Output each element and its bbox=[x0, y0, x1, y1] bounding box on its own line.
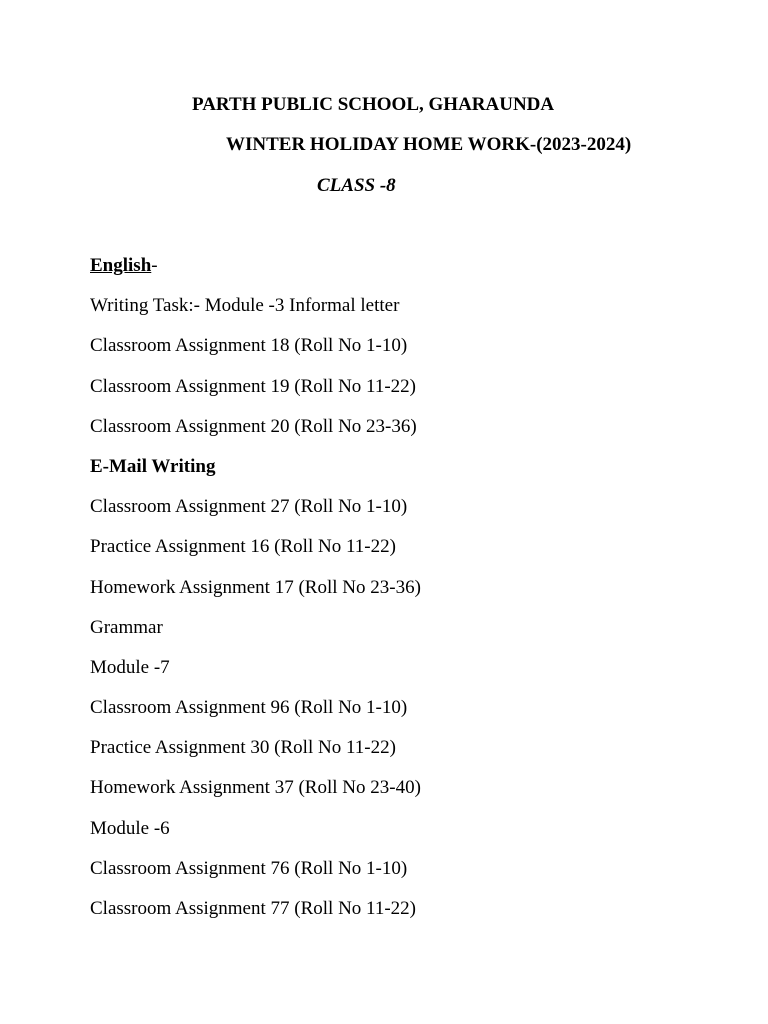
module-6-label: Module -6 bbox=[90, 817, 170, 839]
list-item-assignment: Practice Assignment 30 (Roll No 11-22) bbox=[90, 737, 396, 759]
english-subject-suffix: - bbox=[151, 255, 158, 276]
list-item-assignment: Homework Assignment 37 (Roll No 23-40) bbox=[90, 777, 421, 799]
list-item-assignment: Classroom Assignment 18 (Roll No 1-10) bbox=[90, 335, 408, 357]
module-7-label: Module -7 bbox=[90, 656, 170, 678]
english-section bbox=[90, 255, 730, 938]
school-name-heading: PARTH PUBLIC SCHOOL, GHARAUNDA bbox=[192, 94, 555, 115]
email-writing-subheading: E-Mail Writing bbox=[90, 455, 216, 477]
list-item-assignment: Classroom Assignment 27 (Roll No 1-10) bbox=[90, 496, 408, 518]
list-item-assignment: Classroom Assignment 96 (Roll No 1-10) bbox=[90, 697, 408, 719]
list-item-assignment: Classroom Assignment 19 (Roll No 11-22) bbox=[90, 375, 416, 397]
homework-title-heading: WINTER HOLIDAY HOME WORK-(2023-2024) bbox=[226, 134, 632, 155]
english-subject-label: English bbox=[90, 255, 152, 276]
list-item-assignment: Classroom Assignment 77 (Roll No 11-22) bbox=[90, 898, 416, 919]
list-item-assignment: Classroom Assignment 20 (Roll No 23-36) bbox=[90, 415, 417, 437]
list-item-writing-task: Writing Task:- Module -3 Informal letter bbox=[90, 295, 400, 317]
list-item-assignment: Homework Assignment 17 (Roll No 23-36) bbox=[90, 576, 421, 598]
list-item-assignment: Classroom Assignment 76 (Roll No 1-10) bbox=[90, 857, 408, 879]
class-label-heading: CLASS -8 bbox=[317, 175, 396, 196]
english-subject-heading bbox=[90, 255, 730, 295]
grammar-subheading: Grammar bbox=[90, 616, 163, 638]
list-item-assignment: Practice Assignment 16 (Roll No 11-22) bbox=[90, 536, 396, 558]
